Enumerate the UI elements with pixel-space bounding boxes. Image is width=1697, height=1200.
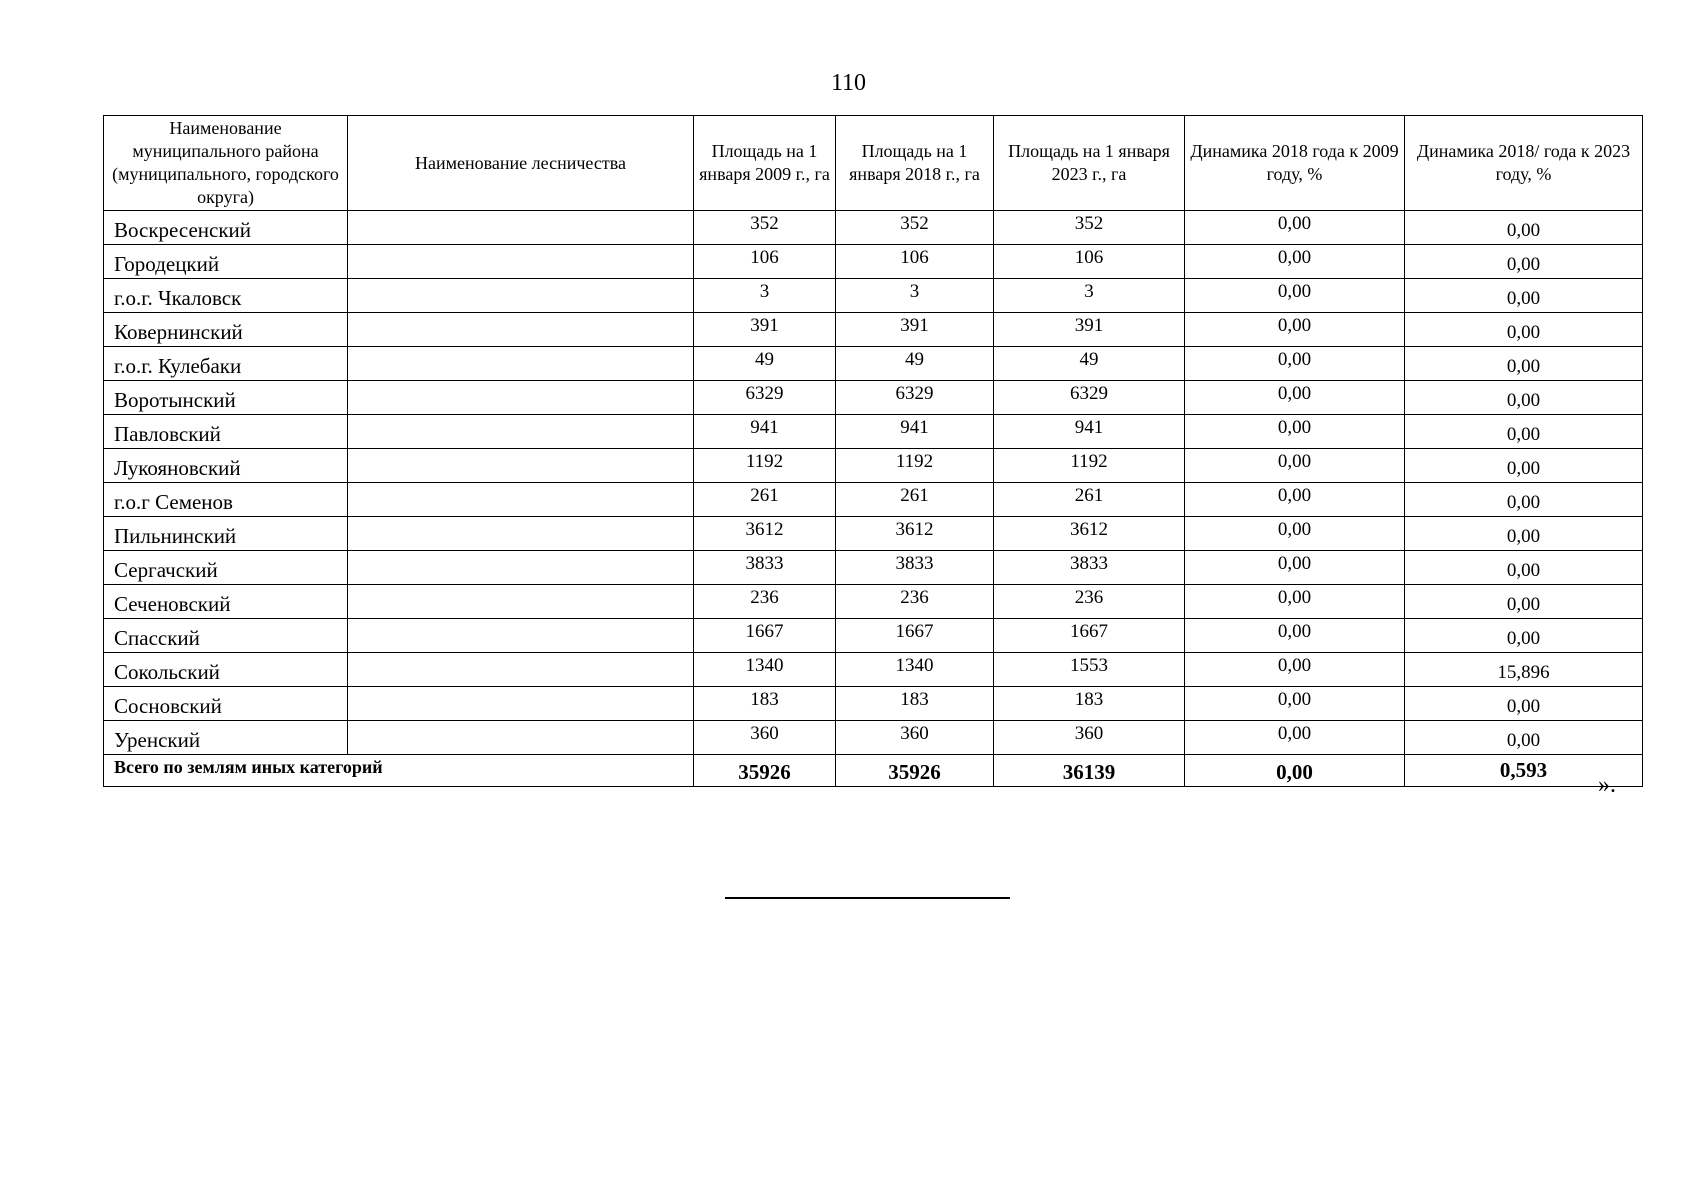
table-row: [104, 211, 1643, 245]
dynamics-2018-2009: 0,00: [1185, 619, 1405, 653]
forestry-name: [348, 415, 694, 449]
total-row: [104, 755, 1643, 787]
dynamics-2018-2009: 0,00: [1185, 551, 1405, 585]
dynamics-2018-2009: 0,00: [1185, 449, 1405, 483]
total-area-2023: 36139: [994, 755, 1185, 787]
closing-quote: ».: [1598, 772, 1616, 798]
area-2023: 3: [994, 279, 1185, 313]
table-header-row: [104, 116, 1643, 211]
dynamics-2018-2023: 0,00: [1405, 211, 1643, 245]
area-2018: 3: [836, 279, 994, 313]
area-2023: 3833: [994, 551, 1185, 585]
area-2023: 261: [994, 483, 1185, 517]
dynamics-2018-2023: 0,00: [1405, 517, 1643, 551]
district-name: Ковернинский: [104, 313, 348, 347]
table-row: [104, 483, 1643, 517]
area-2023: 941: [994, 415, 1185, 449]
area-2018: 360: [836, 721, 994, 755]
table-row: [104, 551, 1643, 585]
header-area-2009: Площадь на 1 января 2009 г., га: [694, 116, 836, 211]
dynamics-2018-2009: 0,00: [1185, 687, 1405, 721]
dynamics-2018-2023: 0,00: [1405, 483, 1643, 517]
forestry-name: [348, 687, 694, 721]
table-row: [104, 279, 1643, 313]
area-2023: 1553: [994, 653, 1185, 687]
area-2009: 1667: [694, 619, 836, 653]
forestry-name: [348, 381, 694, 415]
area-2009: 391: [694, 313, 836, 347]
district-name: Городецкий: [104, 245, 348, 279]
dynamics-2018-2023: 0,00: [1405, 721, 1643, 755]
forestry-name: [348, 653, 694, 687]
area-2018: 1192: [836, 449, 994, 483]
district-name: Лукояновский: [104, 449, 348, 483]
forestry-name: [348, 585, 694, 619]
total-area-2009: 35926: [694, 755, 836, 787]
bottom-rule-divider: [725, 897, 1010, 899]
table-row: [104, 619, 1643, 653]
area-2018: 941: [836, 415, 994, 449]
table-row: [104, 687, 1643, 721]
dynamics-2018-2023: 15,896: [1405, 653, 1643, 687]
area-2009: 183: [694, 687, 836, 721]
area-2018: 106: [836, 245, 994, 279]
forestry-name: [348, 483, 694, 517]
area-2009: 1192: [694, 449, 836, 483]
forestry-name: [348, 449, 694, 483]
dynamics-2018-2009: 0,00: [1185, 381, 1405, 415]
dynamics-2018-2009: 0,00: [1185, 585, 1405, 619]
area-2023: 236: [994, 585, 1185, 619]
district-name: Сокольский: [104, 653, 348, 687]
header-dynamics-2018-2009: Динамика 2018 года к 2009 году, %: [1185, 116, 1405, 211]
forestry-name: [348, 211, 694, 245]
district-name: Сосновский: [104, 687, 348, 721]
dynamics-2018-2009: 0,00: [1185, 653, 1405, 687]
dynamics-2018-2009: 0,00: [1185, 483, 1405, 517]
forestry-name: [348, 313, 694, 347]
area-2009: 1340: [694, 653, 836, 687]
district-name: Сергачский: [104, 551, 348, 585]
area-2009: 352: [694, 211, 836, 245]
total-label: Всего по землям иных категорий: [104, 755, 694, 787]
dynamics-2018-2009: 0,00: [1185, 721, 1405, 755]
dynamics-2018-2023: 0,00: [1405, 415, 1643, 449]
table-row: [104, 517, 1643, 551]
table-row: [104, 415, 1643, 449]
area-2018: 391: [836, 313, 994, 347]
district-name: Уренский: [104, 721, 348, 755]
table-row: [104, 245, 1643, 279]
dynamics-2018-2023: 0,00: [1405, 279, 1643, 313]
dynamics-2018-2009: 0,00: [1185, 415, 1405, 449]
district-name: Воротынский: [104, 381, 348, 415]
dynamics-2018-2023: 0,00: [1405, 449, 1643, 483]
area-2023: 1192: [994, 449, 1185, 483]
table-row: [104, 585, 1643, 619]
forest-area-table: [103, 115, 1643, 787]
area-2009: 6329: [694, 381, 836, 415]
forestry-name: [348, 517, 694, 551]
dynamics-2018-2023: 0,00: [1405, 619, 1643, 653]
area-2018: 236: [836, 585, 994, 619]
header-forestry: Наименование лесничества: [348, 116, 694, 211]
header-dynamics-2018-2023: Динамика 2018/ года к 2023 году, %: [1405, 116, 1643, 211]
area-2018: 49: [836, 347, 994, 381]
header-area-2023: Площадь на 1 января 2023 г., га: [994, 116, 1185, 211]
area-2009: 941: [694, 415, 836, 449]
dynamics-2018-2023: 0,00: [1405, 381, 1643, 415]
area-2009: 49: [694, 347, 836, 381]
area-2023: 360: [994, 721, 1185, 755]
area-2009: 3612: [694, 517, 836, 551]
area-2023: 6329: [994, 381, 1185, 415]
forestry-name: [348, 551, 694, 585]
total-dynamics-2018-2009: 0,00: [1185, 755, 1405, 787]
page-number: 110: [830, 70, 867, 96]
table-row: [104, 313, 1643, 347]
district-name: Сеченовский: [104, 585, 348, 619]
dynamics-2018-2009: 0,00: [1185, 313, 1405, 347]
district-name: Павловский: [104, 415, 348, 449]
dynamics-2018-2023: 0,00: [1405, 347, 1643, 381]
header-area-2018: Площадь на 1 января 2018 г., га: [836, 116, 994, 211]
district-name: Пильнинский: [104, 517, 348, 551]
table-row: [104, 721, 1643, 755]
area-2009: 236: [694, 585, 836, 619]
area-2023: 352: [994, 211, 1185, 245]
area-2018: 352: [836, 211, 994, 245]
area-2018: 183: [836, 687, 994, 721]
dynamics-2018-2009: 0,00: [1185, 245, 1405, 279]
area-2023: 49: [994, 347, 1185, 381]
header-district: Наименование муниципального района (муниципального, городского округа): [104, 116, 348, 211]
dynamics-2018-2009: 0,00: [1185, 279, 1405, 313]
table-row: [104, 381, 1643, 415]
area-2009: 360: [694, 721, 836, 755]
area-2023: 1667: [994, 619, 1185, 653]
district-name: Спасский: [104, 619, 348, 653]
area-2018: 261: [836, 483, 994, 517]
area-2023: 106: [994, 245, 1185, 279]
district-name: Воскресенский: [104, 211, 348, 245]
area-2009: 3833: [694, 551, 836, 585]
total-dynamics-2018-2023: 0,593: [1405, 755, 1643, 787]
area-2009: 3: [694, 279, 836, 313]
forestry-name: [348, 619, 694, 653]
forestry-name: [348, 721, 694, 755]
forestry-name: [348, 245, 694, 279]
area-2023: 3612: [994, 517, 1185, 551]
dynamics-2018-2009: 0,00: [1185, 211, 1405, 245]
area-2018: 3612: [836, 517, 994, 551]
area-2009: 261: [694, 483, 836, 517]
district-name: г.о.г. Чкаловск: [104, 279, 348, 313]
dynamics-2018-2023: 0,00: [1405, 687, 1643, 721]
dynamics-2018-2009: 0,00: [1185, 517, 1405, 551]
dynamics-2018-2023: 0,00: [1405, 313, 1643, 347]
area-2023: 391: [994, 313, 1185, 347]
district-name: г.о.г. Кулебаки: [104, 347, 348, 381]
dynamics-2018-2023: 0,00: [1405, 551, 1643, 585]
table-row: [104, 653, 1643, 687]
forestry-name: [348, 347, 694, 381]
dynamics-2018-2023: 0,00: [1405, 585, 1643, 619]
area-2009: 106: [694, 245, 836, 279]
area-2023: 183: [994, 687, 1185, 721]
table-row: [104, 449, 1643, 483]
district-name: г.о.г Семенов: [104, 483, 348, 517]
area-2018: 3833: [836, 551, 994, 585]
area-2018: 1667: [836, 619, 994, 653]
dynamics-2018-2009: 0,00: [1185, 347, 1405, 381]
area-2018: 6329: [836, 381, 994, 415]
area-2018: 1340: [836, 653, 994, 687]
table-row: [104, 347, 1643, 381]
dynamics-2018-2023: 0,00: [1405, 245, 1643, 279]
forestry-name: [348, 279, 694, 313]
total-area-2018: 35926: [836, 755, 994, 787]
